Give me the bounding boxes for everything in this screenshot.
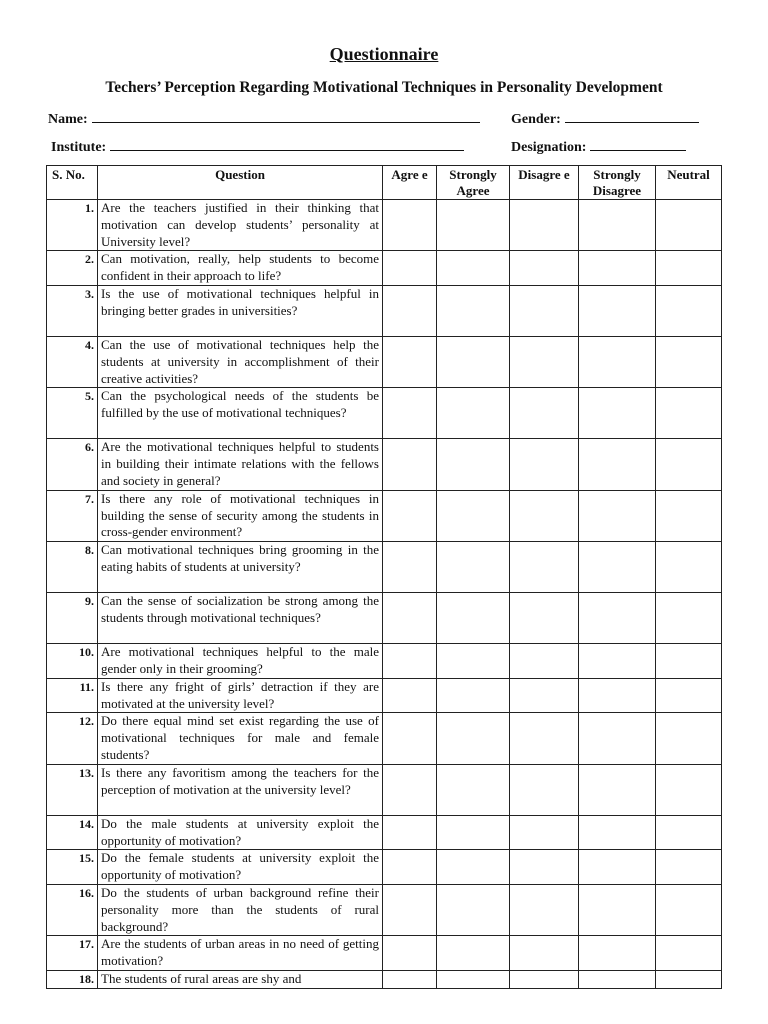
question-text: Are the students of urban areas in no need of getting motivation?: [98, 936, 383, 971]
answer-cell-agree[interactable]: [383, 815, 437, 850]
header-strongly-disagree: Strongly Disagree: [579, 166, 656, 200]
table-row: [47, 678, 722, 713]
table-row: [47, 936, 722, 971]
table-row: [47, 850, 722, 885]
table-row: [47, 336, 722, 387]
answer-cell-disagree[interactable]: [510, 593, 579, 644]
question-text: Can motivational techniques bring grooming in the eating habits of students at university?: [98, 542, 383, 593]
question-number: 1.: [47, 200, 98, 251]
answer-cell-strongly-disagree[interactable]: [579, 542, 656, 593]
answer-cell-strongly-disagree[interactable]: [579, 713, 656, 764]
institute-field: [51, 136, 464, 156]
answer-cell-strongly-agree[interactable]: [437, 251, 510, 286]
name-field: [48, 108, 480, 128]
answer-cell-strongly-agree[interactable]: [437, 884, 510, 935]
answer-cell-strongly-disagree[interactable]: [579, 678, 656, 713]
answer-cell-strongly-disagree[interactable]: [579, 936, 656, 971]
header-agree: Agre e: [383, 166, 437, 200]
answer-cell-strongly-agree[interactable]: [437, 644, 510, 679]
answer-cell-strongly-agree[interactable]: [437, 764, 510, 815]
answer-cell-strongly-disagree[interactable]: [579, 388, 656, 439]
answer-cell-disagree[interactable]: [510, 490, 579, 541]
designation-field: [511, 136, 686, 156]
answer-cell-neutral[interactable]: [656, 490, 722, 541]
table-row: [47, 200, 722, 251]
question-text: Is the use of motivational techniques helpful in bringing better grades in universities?: [98, 285, 383, 336]
question-text: The students of rural areas are shy and: [98, 970, 383, 988]
answer-cell-neutral[interactable]: [656, 439, 722, 490]
answer-cell-strongly-agree[interactable]: [437, 678, 510, 713]
answer-cell-agree[interactable]: [383, 285, 437, 336]
table-body: [47, 200, 722, 989]
header-question: Question: [98, 166, 383, 200]
table-row: [47, 815, 722, 850]
answer-cell-disagree[interactable]: [510, 764, 579, 815]
answer-cell-disagree[interactable]: [510, 678, 579, 713]
question-number: 15.: [47, 850, 98, 885]
header-sno: S. No.: [47, 166, 98, 200]
page-title: Questionnaire: [329, 44, 439, 64]
answer-cell-disagree[interactable]: [510, 542, 579, 593]
answer-cell-agree[interactable]: [383, 388, 437, 439]
question-number: 12.: [47, 713, 98, 764]
answer-cell-strongly-agree[interactable]: [437, 713, 510, 764]
question-number: 8.: [47, 542, 98, 593]
answer-cell-strongly-agree[interactable]: [437, 200, 510, 251]
answer-cell-strongly-disagree[interactable]: [579, 200, 656, 251]
question-text: Do there equal mind set exist regarding the use of motivational techniques for male and female students?: [98, 713, 383, 764]
question-number: 7.: [47, 490, 98, 541]
question-number: 14.: [47, 815, 98, 850]
header-neutral: Neutral: [656, 166, 722, 200]
answer-cell-strongly-disagree[interactable]: [579, 285, 656, 336]
question-text: Are the motivational techniques helpful to students in building their intimate relations with the fellows and society in general?: [98, 439, 383, 490]
answer-cell-disagree[interactable]: [510, 285, 579, 336]
answer-cell-strongly-agree[interactable]: [437, 970, 510, 988]
question-text: Can the sense of socialization be strong among the students through motivational techniques?: [98, 593, 383, 644]
answer-cell-disagree[interactable]: [510, 388, 579, 439]
answer-cell-neutral[interactable]: [656, 644, 722, 679]
answer-cell-strongly-disagree[interactable]: [579, 884, 656, 935]
answer-cell-agree[interactable]: [383, 884, 437, 935]
answer-cell-strongly-agree[interactable]: [437, 815, 510, 850]
answer-cell-neutral[interactable]: [656, 285, 722, 336]
answer-cell-neutral[interactable]: [656, 593, 722, 644]
answer-cell-agree[interactable]: [383, 593, 437, 644]
header-strongly-agree: Strongly Agree: [437, 166, 510, 200]
institute-label: Institute:: [51, 140, 107, 155]
answer-cell-agree[interactable]: [383, 644, 437, 679]
table-row: [47, 884, 722, 935]
answer-cell-neutral[interactable]: [656, 850, 722, 885]
answer-cell-agree[interactable]: [383, 850, 437, 885]
answer-cell-neutral[interactable]: [656, 884, 722, 935]
question-number: 5.: [47, 388, 98, 439]
table-row: [47, 388, 722, 439]
table-row: [47, 439, 722, 490]
answer-cell-disagree[interactable]: [510, 850, 579, 885]
question-number: 4.: [47, 336, 98, 387]
designation-blank[interactable]: [590, 136, 686, 151]
table-header-row: [47, 166, 722, 200]
answer-cell-agree[interactable]: [383, 251, 437, 286]
question-number: 3.: [47, 285, 98, 336]
question-number: 2.: [47, 251, 98, 286]
answer-cell-strongly-agree[interactable]: [437, 388, 510, 439]
answer-cell-neutral[interactable]: [656, 336, 722, 387]
answer-cell-strongly-agree[interactable]: [437, 439, 510, 490]
table-row: [47, 713, 722, 764]
answer-cell-neutral[interactable]: [656, 200, 722, 251]
answer-cell-neutral[interactable]: [656, 388, 722, 439]
answer-cell-strongly-disagree[interactable]: [579, 490, 656, 541]
answer-cell-neutral[interactable]: [656, 936, 722, 971]
answer-cell-disagree[interactable]: [510, 936, 579, 971]
answer-cell-disagree[interactable]: [510, 644, 579, 679]
answer-cell-strongly-disagree[interactable]: [579, 336, 656, 387]
table-row: [47, 644, 722, 679]
answer-cell-strongly-disagree[interactable]: [579, 970, 656, 988]
table-row: [47, 593, 722, 644]
page-subtitle: Techers’ Perception Regarding Motivational Techniques in Personality Development: [105, 79, 663, 96]
table-row: [47, 542, 722, 593]
answer-cell-disagree[interactable]: [510, 815, 579, 850]
answer-cell-strongly-disagree[interactable]: [579, 439, 656, 490]
question-text: Is there any fright of girls’ detraction if they are motivated at the university level?: [98, 678, 383, 713]
question-number: 10.: [47, 644, 98, 679]
designation-label: Designation:: [511, 140, 587, 155]
header-disagree: Disagre e: [510, 166, 579, 200]
answer-cell-strongly-disagree[interactable]: [579, 850, 656, 885]
table-row: [47, 764, 722, 815]
answer-cell-agree[interactable]: [383, 439, 437, 490]
answer-cell-agree[interactable]: [383, 764, 437, 815]
answer-cell-disagree[interactable]: [510, 439, 579, 490]
answer-cell-agree[interactable]: [383, 542, 437, 593]
answer-cell-neutral[interactable]: [656, 970, 722, 988]
question-text: Are motivational techniques helpful to the male gender only in their grooming?: [98, 644, 383, 679]
question-text: Is there any favoritism among the teachers for the perception of motivation at the university level?: [98, 764, 383, 815]
questionnaire-table: [46, 165, 722, 989]
answer-cell-neutral[interactable]: [656, 713, 722, 764]
answer-cell-neutral[interactable]: [656, 542, 722, 593]
name-blank[interactable]: [92, 108, 480, 123]
question-number: 6.: [47, 439, 98, 490]
answer-cell-strongly-agree[interactable]: [437, 593, 510, 644]
answer-cell-strongly-disagree[interactable]: [579, 764, 656, 815]
answer-cell-disagree[interactable]: [510, 713, 579, 764]
table-row: [47, 251, 722, 286]
answer-cell-agree[interactable]: [383, 490, 437, 541]
answer-cell-strongly-disagree[interactable]: [579, 644, 656, 679]
answer-cell-disagree[interactable]: [510, 200, 579, 251]
answer-cell-strongly-disagree[interactable]: [579, 593, 656, 644]
answer-cell-agree[interactable]: [383, 678, 437, 713]
gender-field: [511, 108, 699, 128]
question-text: Can the use of motivational techniques help the students at university in accomplishment of their creative activities?: [98, 336, 383, 387]
answer-cell-neutral[interactable]: [656, 764, 722, 815]
table-row: [47, 970, 722, 988]
gender-label: Gender:: [511, 112, 561, 127]
table-row: [47, 285, 722, 336]
question-number: 11.: [47, 678, 98, 713]
answer-cell-strongly-disagree[interactable]: [579, 251, 656, 286]
gender-blank[interactable]: [565, 108, 699, 123]
question-number: 16.: [47, 884, 98, 935]
answer-cell-strongly-disagree[interactable]: [579, 815, 656, 850]
answer-cell-strongly-agree[interactable]: [437, 850, 510, 885]
answer-cell-strongly-agree[interactable]: [437, 490, 510, 541]
table-row: [47, 490, 722, 541]
answer-cell-strongly-agree[interactable]: [437, 936, 510, 971]
answer-cell-agree[interactable]: [383, 936, 437, 971]
answer-cell-neutral[interactable]: [656, 815, 722, 850]
answer-cell-agree[interactable]: [383, 200, 437, 251]
answer-cell-neutral[interactable]: [656, 678, 722, 713]
question-text: Do the female students at university exploit the opportunity of motivation?: [98, 850, 383, 885]
answer-cell-neutral[interactable]: [656, 251, 722, 286]
question-number: 18.: [47, 970, 98, 988]
question-number: 17.: [47, 936, 98, 971]
answer-cell-disagree[interactable]: [510, 884, 579, 935]
answer-cell-strongly-agree[interactable]: [437, 336, 510, 387]
answer-cell-disagree[interactable]: [510, 336, 579, 387]
question-number: 13.: [47, 764, 98, 815]
question-text: Are the teachers justified in their thinking that motivation can develop students’ personality at University level?: [98, 200, 383, 251]
answer-cell-disagree[interactable]: [510, 970, 579, 988]
question-text: Do the students of urban background refine their personality more than the students of rural background?: [98, 884, 383, 935]
question-text: Can motivation, really, help students to become confident in their approach to life?: [98, 251, 383, 286]
question-text: Is there any role of motivational techniques in building the sense of security among the students in cross-gender environment?: [98, 490, 383, 541]
institute-blank[interactable]: [110, 136, 464, 151]
question-text: Can the psychological needs of the students be fulfilled by the use of motivational techniques?: [98, 388, 383, 439]
answer-cell-disagree[interactable]: [510, 251, 579, 286]
answer-cell-agree[interactable]: [383, 336, 437, 387]
name-label: Name:: [48, 112, 88, 127]
answer-cell-agree[interactable]: [383, 970, 437, 988]
question-number: 9.: [47, 593, 98, 644]
answer-cell-agree[interactable]: [383, 713, 437, 764]
answer-cell-strongly-agree[interactable]: [437, 285, 510, 336]
answer-cell-strongly-agree[interactable]: [437, 542, 510, 593]
question-text: Do the male students at university exploit the opportunity of motivation?: [98, 815, 383, 850]
